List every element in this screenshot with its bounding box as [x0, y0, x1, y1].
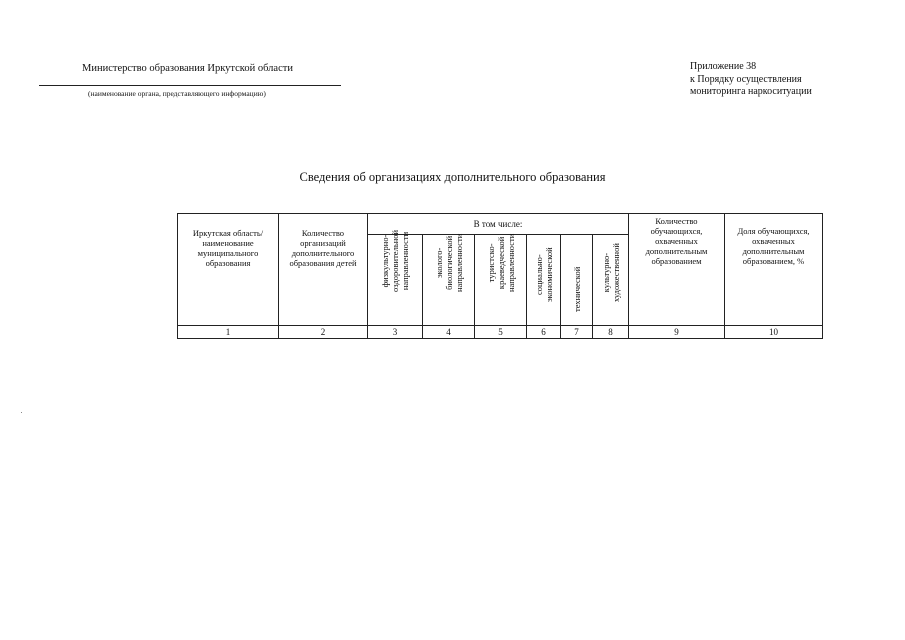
column-number: 3 — [368, 326, 423, 339]
header-students-count: Количество обучающихся, охваченных дополнительным образованием — [629, 214, 725, 326]
column-number: 8 — [593, 326, 629, 339]
column-number: 9 — [629, 326, 725, 339]
header-direction-ecology: эколого- биологической направленности — [423, 235, 475, 326]
appendix-note — [690, 61, 812, 99]
column-number: 2 — [279, 326, 368, 339]
appendix-line: к Порядку осуществления — [690, 73, 802, 85]
header-including: В том числе: — [368, 214, 629, 235]
header-orgs-count: Количество организаций дополнительного образования детей — [279, 214, 368, 326]
document-title: Сведения об организациях дополнительного образования — [299, 170, 606, 184]
column-number: 1 — [178, 326, 279, 339]
column-number-row — [178, 326, 823, 339]
appendix-line: Приложение 38 — [690, 61, 757, 72]
column-number: 7 — [561, 326, 593, 339]
organization-name: Министерство образования Иркутской области — [82, 63, 293, 74]
scan-speck — [21, 412, 22, 413]
header-direction-culture: культурно- художественной — [593, 235, 629, 326]
header-direction-physical: физкультурно- оздоровительной направленности — [368, 235, 423, 326]
appendix-line: мониторинга наркоситуации — [690, 86, 812, 97]
column-number: 6 — [527, 326, 561, 339]
header-direction-social: социально- экономической — [527, 235, 561, 326]
header-region: Иркутская область/ наименование муниципального образования — [178, 214, 279, 326]
column-number: 10 — [725, 326, 823, 339]
column-number: 4 — [423, 326, 475, 339]
header-direction-technical: технической — [561, 235, 593, 326]
column-number: 5 — [475, 326, 527, 339]
organization-caption: (наименование органа, представляющего информацию) — [88, 89, 266, 98]
organization-underline — [39, 85, 341, 86]
header-direction-tourism: туристско- краеведческой направленности — [475, 235, 527, 326]
header-students-share: Доля обучающихся, охваченных дополнительным образованием, % — [725, 214, 823, 326]
table-header-row — [178, 214, 823, 235]
report-table — [177, 213, 823, 339]
